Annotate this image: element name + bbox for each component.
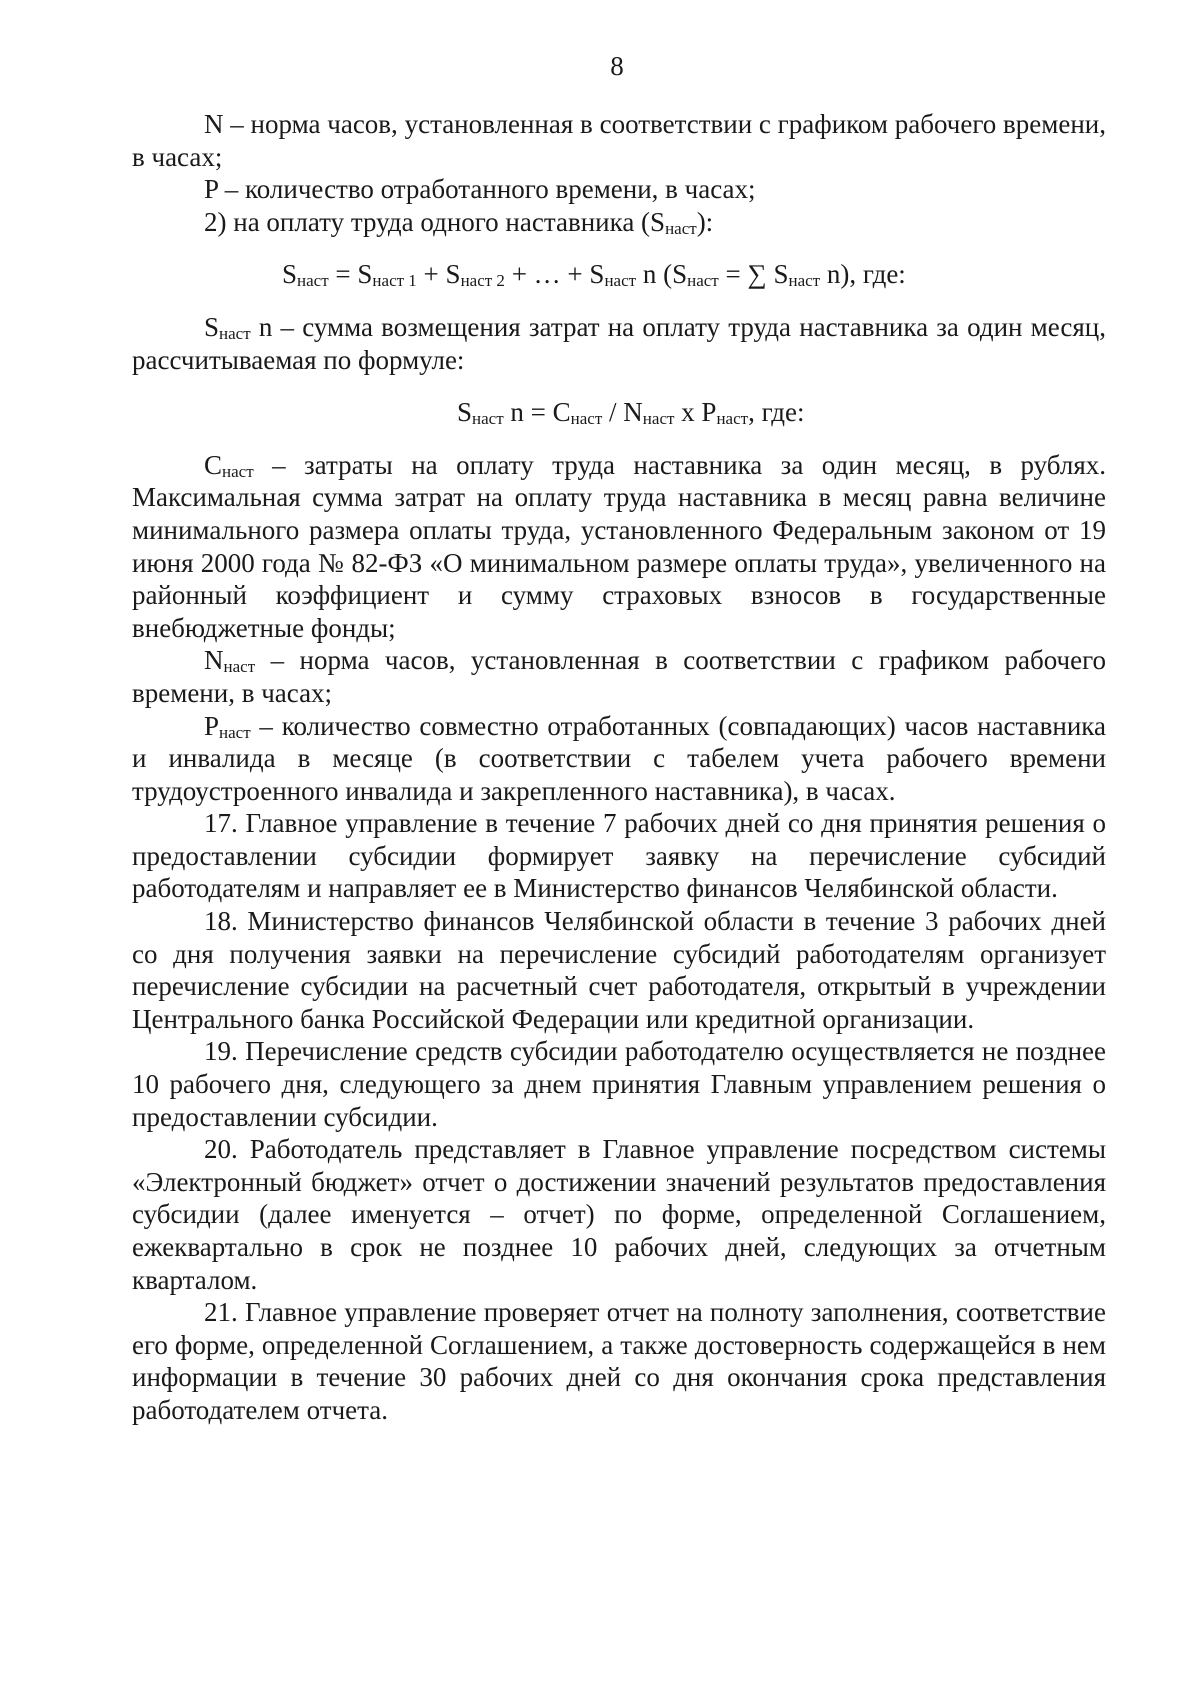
paragraph-snast-definition: Sнаст n – сумма возмещения затрат на оплату труда наставника за один месяц, рассчитываемая по формуле: <box>132 311 1106 375</box>
paragraph-cnast-definition: Снаст – затраты на оплату труда наставника за один месяц, в рублях. Максимальная сумма затрат на оплату труда наставника в месяц равна величине минимального размера оплаты труда, установленного Федеральным законом от 19 июня 2000 года № 82-ФЗ «О минимальном размере оплаты труда», увеличенного на районный коэффициент и сумму страховых взносов в государственные внебюджетные фонды; <box>132 449 1106 643</box>
paragraph-nnast-definition: Nнаст – норма часов, установленная в соответствии с графиком рабочего времени, в часах; <box>132 645 1106 708</box>
document-body <box>132 108 1106 1427</box>
paragraph-item-18: 18. Министерство финансов Челябинской области в течение 3 рабочих дней со дня получения заявки на перечисление субсидий работодателям организует перечисление субсидии на расчетный счет работодателя, открытый в учреждении Центрального банка Российской Федерации или кредитной организации. <box>132 906 1106 1034</box>
paragraph-item-20: 20. Работодатель представляет в Главное управление посредством системы «Электронный бюджет» отчет о достижении значений результатов предоставления субсидии (далее именуется – отчет) по форме, определенной Соглашением, ежеквартально в срок не позднее 10 рабочих дней, следующих за отчетным кварталом. <box>132 1134 1106 1295</box>
paragraph-item-17: 17. Главное управление в течение 7 рабочих дней со дня принятия решения о предоставлении субсидии формирует заявку на перечисление субсидий работодателям и направляет ее в Министерство финансов Челябинской области. <box>132 808 1106 904</box>
paragraph-n-definition: N – норма часов, установленная в соответствии с графиком рабочего времени, в часах; <box>132 109 1106 172</box>
formula-mentor-monthly: Sнаст n = Снаст / Nнаст x Рнаст, где: <box>457 397 805 429</box>
paragraph-pnast-definition: Рнаст – количество совместно отработанных (совпадающих) часов наставника и инвалида в месяце (в соответствии с табелем учета рабочего времени трудоустроенного инвалида и закрепленного наставника), в часах. <box>132 710 1106 806</box>
paragraph-p-definition: P – количество отработанного времени, в часах; <box>204 174 756 205</box>
paragraph-mentor-payment-intro: 2) на оплату труда одного наставника (Sнаст): <box>204 206 714 238</box>
paragraph-item-21: 21. Главное управление проверяет отчет на полноту заполнения, соответствие его форме, определенной Соглашением, а также достоверность содержащейся в нем информации в течение 30 рабочих дней со дня окончания срока представления работодателем отчета. <box>132 1297 1106 1425</box>
formula-mentor-sum: Sнаст = Sнаст 1 + Sнаст 2 + … + Sнаст n (Sнаст = ∑ Sнаст n), где: <box>282 259 906 291</box>
page-number: 8 <box>610 51 624 81</box>
paragraph-item-19: 19. Перечисление средств субсидии работодателю осуществляется не позднее 10 рабочего дня, следующего за днем принятия Главным управлением решения о предоставлении субсидии. <box>132 1036 1106 1132</box>
